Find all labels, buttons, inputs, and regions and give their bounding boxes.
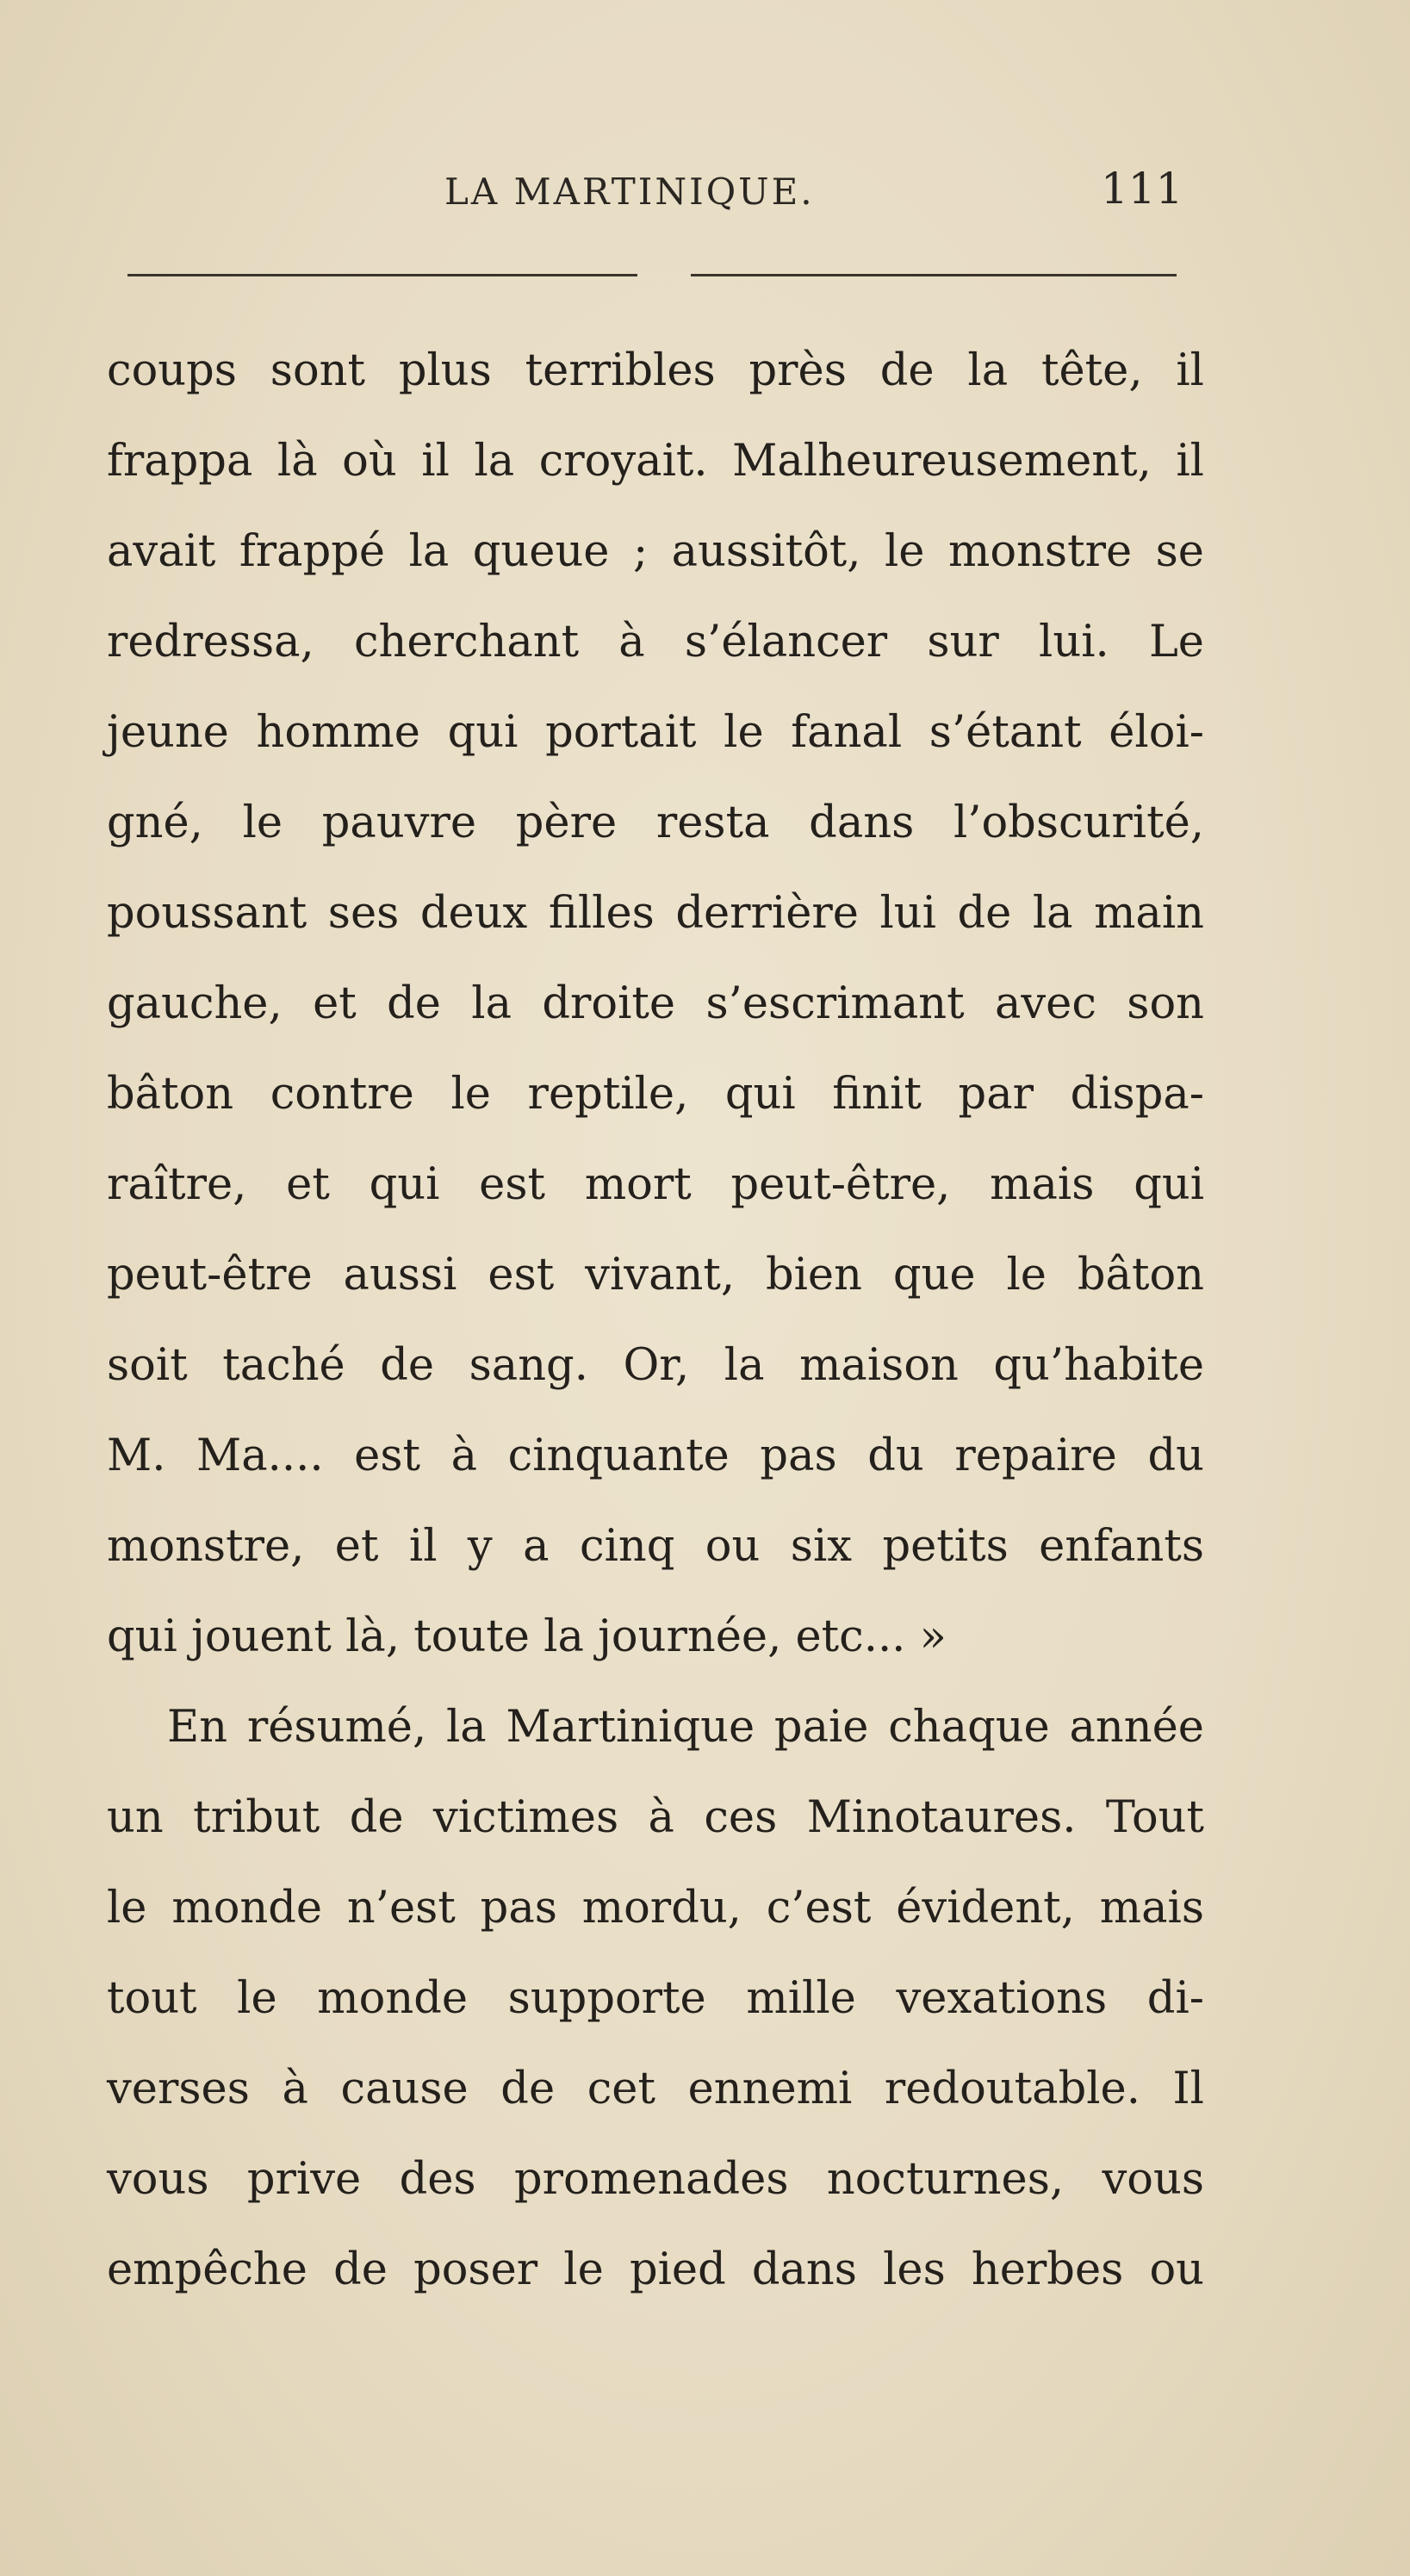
text-line-4: redressa, cherchant à s’élancer sur lui. Le [107, 617, 1204, 667]
text-line-3: avait frappé la queue ; aussitôt, le monstre se [107, 526, 1204, 577]
text-line-21: vous prive des promenades nocturnes, vous [107, 2154, 1204, 2205]
text-line-1: coups sont plus terribles près de la tête, il [107, 345, 1204, 396]
text-line-15: qui jouent là, toute la journée, etc... » [107, 1611, 947, 1662]
header-rule-gap [637, 270, 691, 277]
text-line-11: peut-être aussi est vivant, bien que le bâton [107, 1250, 1204, 1300]
text-line-22: empêche de poser le pied dans les herbes ou [107, 2244, 1204, 2295]
text-line-20: verses à cause de cet ennemi redoutable. Il [107, 2064, 1204, 2114]
text-line-10: raître, et qui est mort peut-être, mais qui [107, 1159, 1204, 1210]
text-line-19: tout le monde supporte mille vexations di- [107, 1973, 1204, 2024]
text-line-12: soit taché de sang. Or, la maison qu’habite [107, 1340, 1204, 1391]
body-text [107, 326, 1204, 2315]
page-header [0, 164, 1410, 233]
text-line-9: bâton contre le reptile, qui finit par dispa- [107, 1069, 1204, 1120]
text-line-18: le monde n’est pas mordu, c’est évident, mais [107, 1883, 1204, 1934]
page-number: 111 [1101, 164, 1183, 214]
text-line-13: M. Ma.... est à cinquante pas du repaire du [107, 1431, 1204, 1481]
running-title: LA MARTINIQUE. [444, 171, 815, 213]
text-line-14: monstre, et il y a cinq ou six petits enfants [107, 1521, 1204, 1572]
text-line-2: frappa là où il la croyait. Malheureusement, il [107, 436, 1204, 487]
text-line-8: gauche, et de la droite s’escrimant avec son [107, 978, 1204, 1029]
text-line-5: jeune homme qui portait le fanal s’étant éloi- [107, 707, 1204, 758]
text-line-17: un tribut de victimes à ces Minotaures. Tout [107, 1792, 1204, 1843]
text-line-16: En résumé, la Martinique paie chaque année [167, 1702, 1204, 1753]
text-line-7: poussant ses deux filles derrière lui de la main [107, 888, 1204, 939]
text-line-6: gné, le pauvre père resta dans l’obscurité, [107, 798, 1204, 848]
